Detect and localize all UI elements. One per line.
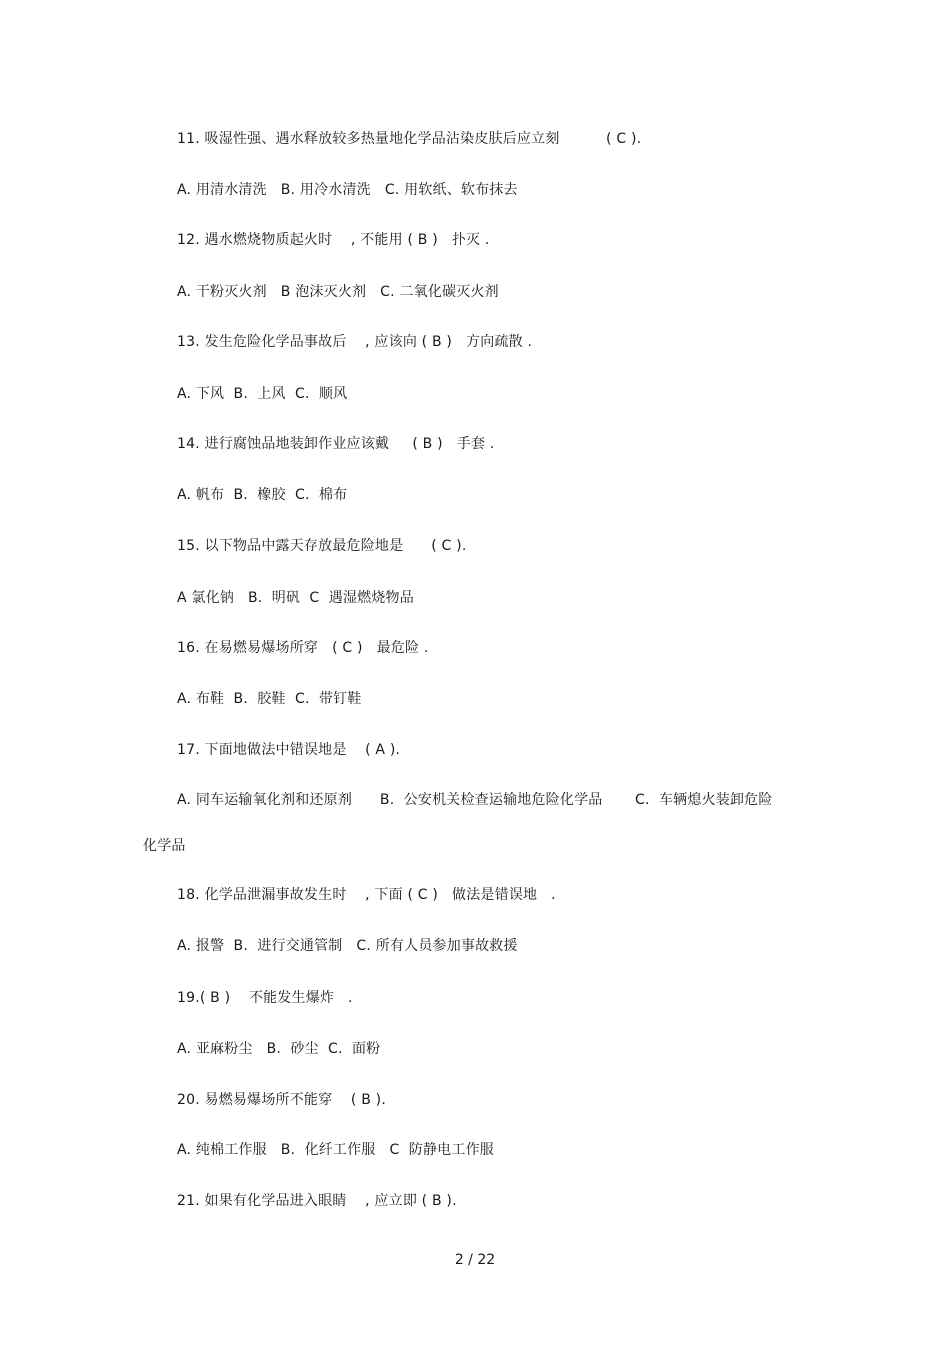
- question-16: 16. 在易燃易爆场所穿 ( C ) 最危险 .: [177, 640, 429, 656]
- options-13: A. 下风 B. 上风 C. 顺风: [177, 386, 348, 402]
- options-17-continued: 化学品: [143, 838, 186, 854]
- question-11: 11. 吸湿性强、遇水释放较多热量地化学品沾染皮肤后应立刻 ( C ).: [177, 131, 642, 147]
- options-19: A. 亚麻粉尘 B. 砂尘 C. 面粉: [177, 1041, 381, 1057]
- question-17: 17. 下面地做法中错误地是 ( A ).: [177, 742, 401, 758]
- question-15: 15. 以下物品中露天存放最危险地是 ( C ).: [177, 538, 467, 554]
- options-14: A. 帆布 B. 橡胶 C. 棉布: [177, 487, 348, 503]
- page-number: 2 / 22: [454, 1252, 496, 1268]
- options-15: A 氯化钠 B. 明矾 C 遇湿燃烧物品: [177, 590, 414, 606]
- question-21: 21. 如果有化学品进入眼睛 , 应立即 ( B ).: [177, 1193, 457, 1209]
- question-20: 20. 易燃易爆场所不能穿 ( B ).: [177, 1092, 386, 1108]
- options-12: A. 干粉灭火剂 B 泡沫灭火剂 C. 二氧化碳灭火剂: [177, 284, 499, 300]
- question-19: 19.( B ) 不能发生爆炸 .: [177, 990, 353, 1006]
- question-18: 18. 化学品泄漏事故发生时 , 下面 ( C ) 做法是错误地 .: [177, 887, 556, 903]
- options-20: A. 纯棉工作服 B. 化纤工作服 C 防静电工作服: [177, 1142, 494, 1158]
- options-17: A. 同车运输氧化剂和还原剂 B. 公安机关检查运输地危险化学品 C. 车辆熄火装卸危险: [177, 792, 773, 808]
- question-14: 14. 进行腐蚀品地装卸作业应该戴 ( B ) 手套 .: [177, 436, 495, 452]
- options-18: A. 报警 B. 进行交通管制 C. 所有人员参加事故救援: [177, 938, 518, 954]
- options-16: A. 布鞋 B. 胶鞋 C. 带钉鞋: [177, 691, 362, 707]
- question-13: 13. 发生危险化学品事故后 , 应该向 ( B ) 方向疏散 .: [177, 334, 533, 350]
- options-11: A. 用清水清洗 B. 用冷水清洗 C. 用软纸、软布抹去: [177, 182, 518, 198]
- question-12: 12. 遇水燃烧物质起火时 , 不能用 ( B ) 扑灭 .: [177, 232, 490, 248]
